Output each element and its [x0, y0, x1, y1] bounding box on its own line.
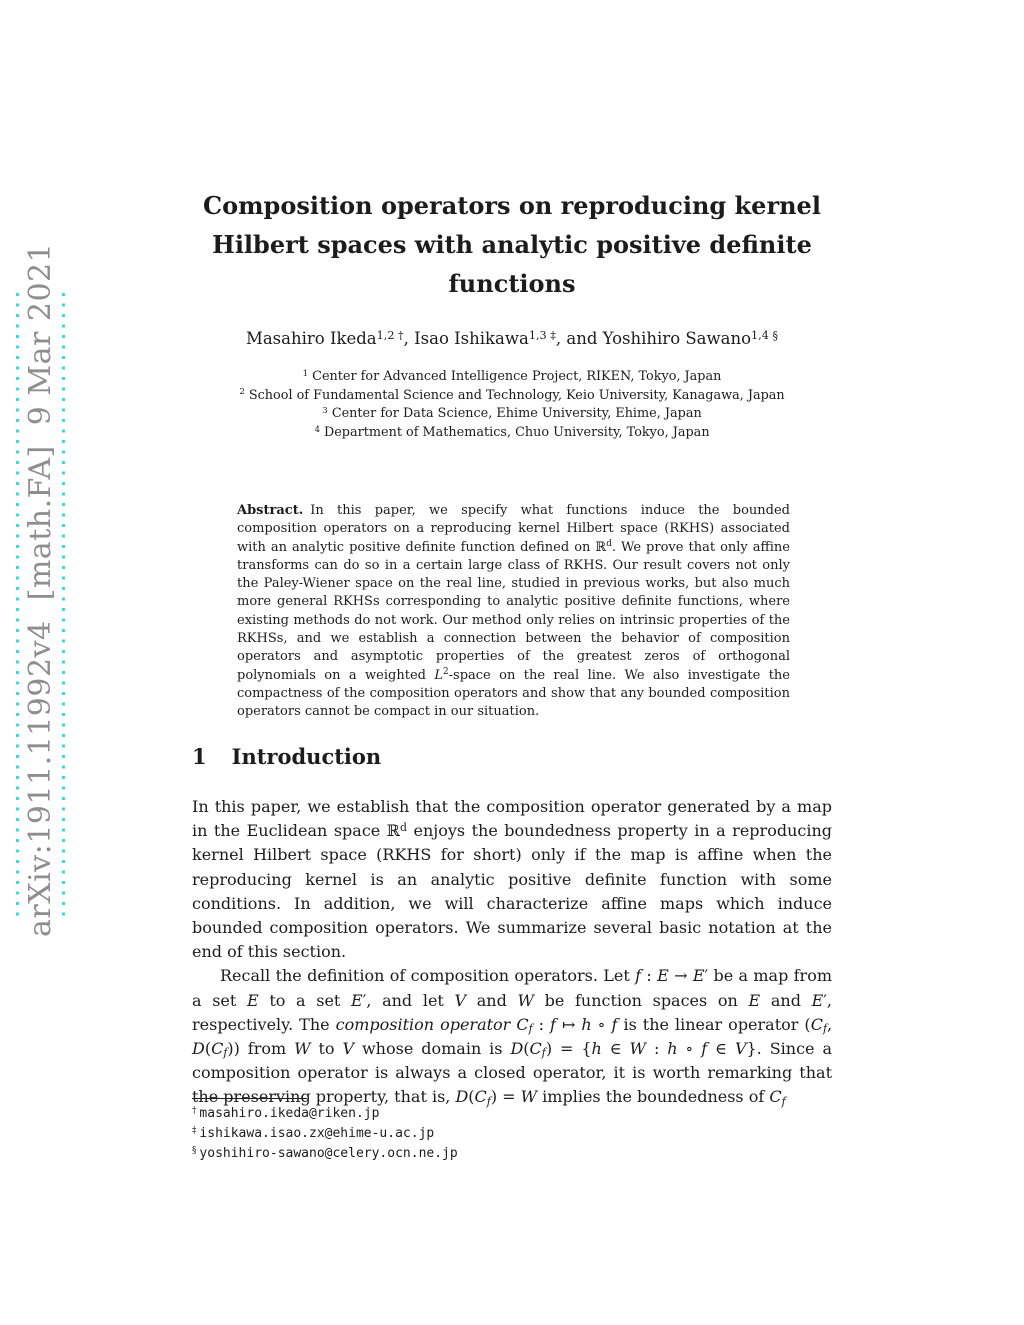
footnote-item — [192, 1144, 832, 1164]
footnote-email: masahiro.ikeda@riken.jp — [199, 1106, 380, 1121]
footnote-item — [192, 1104, 832, 1124]
section-heading — [192, 744, 832, 769]
section-number: 1 — [192, 744, 207, 769]
footnote-marker: † — [192, 1105, 197, 1116]
affiliation-line — [142, 387, 882, 406]
abstract — [237, 502, 790, 722]
affiliation-marker: 2 — [239, 387, 245, 398]
arxiv-stamp-dotted-line-left — [16, 293, 19, 923]
footnotes — [192, 1098, 832, 1164]
footnote-email: ishikawa.isao.zx@ehime-u.ac.jp — [199, 1126, 435, 1141]
footnote-item — [192, 1124, 832, 1144]
section-title: Introduction — [231, 744, 382, 769]
footnote-marker: § — [192, 1145, 197, 1156]
paragraph-2: Recall the definition of composition operators. Let f : E → E′ be a map from a set E to a set E′, and let V and W be function spaces on E and E′, respectively. The composition operator $C_f$ : f ↦ h ∘ f is the linear operator ($C_f$, $D(C_f)$) from W to V whose domain is $D(C_f) = \{h$ ∈ W : h ∘ f ∈ V}. Since a composition operator is always a closed operator, it is worth remarking that the preserving property, that is, $D(C_f) = W$ implies the boundedness of $C_f$ — [192, 966, 833, 1108]
affiliation-line — [142, 368, 882, 387]
affiliation-marker: 3 — [322, 406, 328, 417]
arxiv-stamp-dotted-line-right — [62, 293, 65, 923]
author-line: Masahiro Ikeda$^{1,2 \dagger}$, Isao Ishikawa$^{1,3 \ddagger}$, and Yoshihiro Sawano$^{1,4 \S}$ — [245, 328, 779, 348]
paragraph-1: In this paper, we establish that the composition operator generated by a map in the Euclidean space ℝ$^d$ enjoys the boundedness property in a reproducing kernel Hilbert space (RKHS for short) only if the map is affine when the reproducing kernel is an analytic positive definite function with some conditions. In addition, we will characterize affine maps which induce bounded composition operators. We summarize several basic notation at the end of this section. — [192, 797, 832, 962]
footnote-rule — [192, 1098, 307, 1099]
affiliations — [142, 368, 882, 442]
abstract-text: In this paper, we specify what functions induce the bounded composition operators on a reproducing kernel Hilbert space (RKHS) associated with an analytic positive definite function defined on ℝ$^d$. We prove that only affine transforms can do so in a certain large class of RKHS. Our result covers not only the Paley-Wiener space on the real line, studied in previous works, but also much more general RKHSs corresponding to analytic positive definite functions, where existing methods do not work. Our method only relies on intrinsic properties of the RKHSs, and we establish a connection between the behavior of composition operators and asymptotic properties of the greatest zeros of orthogonal polynomials on a weighted $L^2$-space on the real line. We also investigate the compactness of the composition operators and show that any bounded composition operators cannot be compact in our situation. — [237, 503, 790, 720]
affiliation-marker: 4 — [314, 424, 320, 435]
introduction-body — [192, 795, 832, 1110]
affiliation-line — [142, 424, 882, 443]
footnote-marker: ‡ — [192, 1125, 197, 1136]
paper-title: Composition operators on reproducing kernel Hilbert spaces with analytic positive definite functions — [203, 191, 821, 298]
affiliation-marker: 1 — [302, 368, 309, 379]
footnote-email: yoshihiro-sawano@celery.ocn.ne.jp — [199, 1146, 458, 1161]
affiliation-text: School of Fundamental Science and Technology, Keio University, Kanagawa, Japan — [248, 387, 785, 403]
affiliation-line — [142, 405, 882, 424]
affiliation-text: Center for Data Science, Ehime University, Ehime, Japan — [331, 406, 702, 422]
affiliation-text: Center for Advanced Intelligence Project, RIKEN, Tokyo, Japan — [312, 369, 722, 384]
affiliation-text: Department of Mathematics, Chuo University, Tokyo, Japan — [323, 424, 710, 440]
abstract-label: Abstract. — [237, 503, 304, 518]
arxiv-stamp: arXiv:1911.11992v4 [math.FA] 9 Mar 2021 — [23, 242, 58, 937]
